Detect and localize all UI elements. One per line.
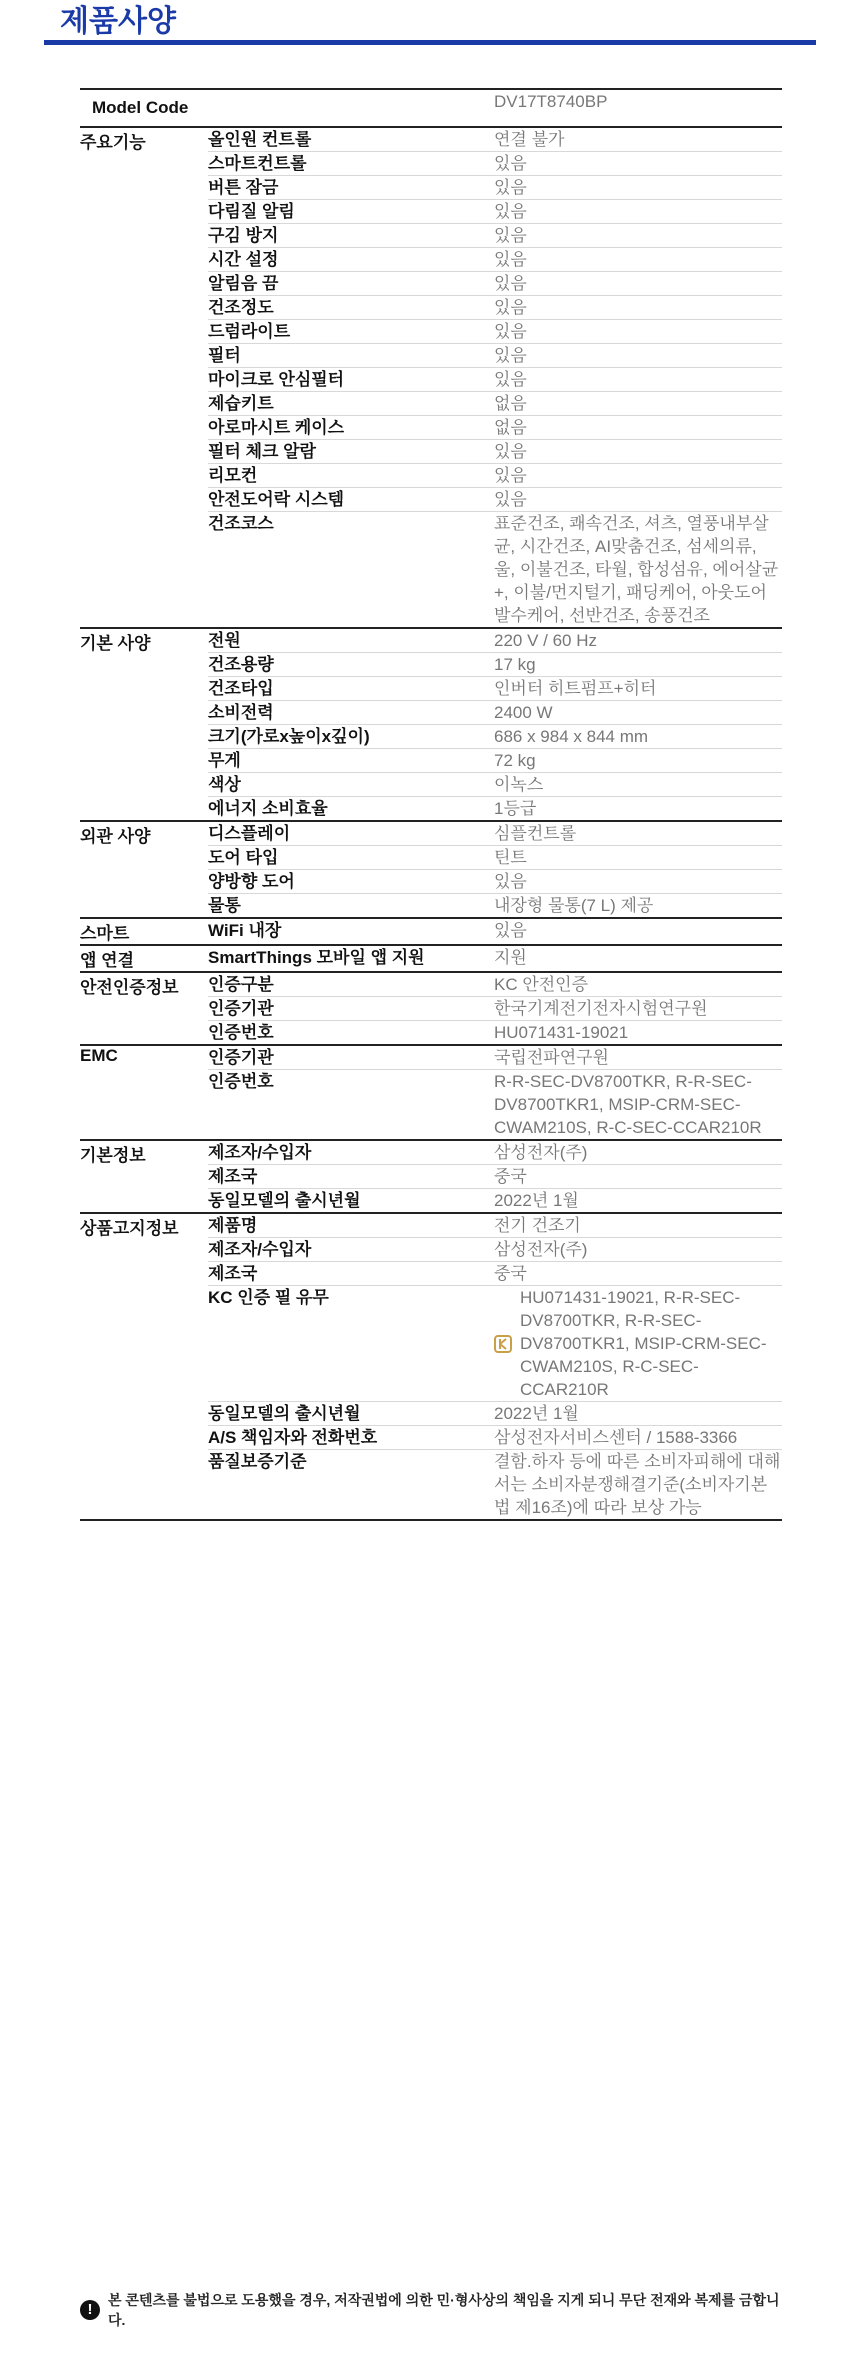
group-name: 앱 연결 [80, 945, 208, 972]
spec-label: 제조국 [208, 1165, 494, 1189]
spec-label: 건조타입 [208, 677, 494, 701]
spec-row [80, 821, 782, 846]
page-title: 제품사양 [60, 5, 176, 38]
spec-value: 인버터 히트펌프+히터 [494, 677, 782, 701]
spec-label: 건조코스 [208, 514, 274, 533]
spec-label: 양방향 도어 [208, 870, 494, 894]
spec-value: 심플컨트롤 [494, 821, 782, 846]
spec-label: 품질보증기준 [208, 1450, 494, 1521]
spec-value: 2400 W [494, 701, 782, 725]
spec-label: 건조용량 [208, 653, 494, 677]
spec-label: 올인원 컨트롤 [208, 127, 494, 152]
spec-value: 이녹스 [494, 773, 782, 797]
spec-value: HU071431-19021, R-R-SEC-DV8700TKR, R-R-SEC-DV8700TKR1, MSIP-CRM-SEC-CWAM210S, R-C-SEC-CCAR210R [520, 1288, 767, 1399]
spec-value: 전기 건조기 [494, 1213, 782, 1238]
spec-label: 물통 [208, 896, 241, 915]
spec-label: 알림음 끔 [208, 272, 494, 296]
spec-value: 한국기계전기전자시험연구원 [494, 997, 782, 1021]
spec-label: 인증구분 [208, 972, 494, 997]
spec-value: 72 kg [494, 749, 782, 773]
kc-mark-icon [494, 1335, 512, 1353]
spec-value: 틴트 [494, 846, 782, 870]
spec-label: 제습키트 [208, 392, 494, 416]
spec-label: 시간 설정 [208, 248, 494, 272]
kc-cert-wrap [494, 1286, 782, 1401]
spec-value: 있음 [494, 152, 782, 176]
spec-value: 지원 [494, 945, 782, 972]
spec-label: 에너지 소비효율 [208, 799, 328, 818]
spec-value: 있음 [494, 440, 782, 464]
spec-value: 있음 [494, 464, 782, 488]
spec-value: 있음 [494, 368, 782, 392]
spec-label: 인증기관 [208, 1045, 494, 1070]
spec-value: 17 kg [494, 653, 782, 677]
spec-label: 소비전력 [208, 701, 494, 725]
spec-value: KC 안전인증 [494, 972, 782, 997]
spec-label: 아로마시트 케이스 [208, 416, 494, 440]
spec-label: 스마트컨트롤 [208, 152, 494, 176]
spec-label: 제품명 [208, 1213, 494, 1238]
spec-value: 국립전파연구원 [494, 1045, 782, 1070]
spec-value: 있음 [494, 296, 782, 320]
spec-value: 있음 [494, 272, 782, 296]
spec-label: 구김 방지 [208, 224, 494, 248]
spec-table-body [80, 89, 782, 1520]
model-row [80, 89, 782, 127]
spec-label: 인증번호 [208, 1072, 274, 1091]
spec-value: 있음 [494, 320, 782, 344]
spec-value: 없음 [494, 392, 782, 416]
spec-label: 안전도어락 시스템 [208, 488, 494, 512]
spec-label: WiFi 내장 [208, 918, 494, 945]
spec-label: 리모컨 [208, 464, 494, 488]
spec-label: 디스플레이 [208, 821, 494, 846]
spec-label: 제조국 [208, 1262, 494, 1286]
spec-value: 있음 [494, 176, 782, 200]
spec-label: 무게 [208, 749, 494, 773]
exclamation-icon: ! [80, 2300, 100, 2320]
spec-value: 있음 [494, 248, 782, 272]
spec-value: 있음 [494, 200, 782, 224]
group-name: 외관 사양 [80, 821, 208, 918]
group-name: 스마트 [80, 918, 208, 945]
spec-row [80, 918, 782, 945]
spec-value: 220 V / 60 Hz [494, 628, 782, 653]
spec-label: 제조자/수입자 [208, 1140, 494, 1165]
spec-row [80, 972, 782, 997]
spec-row [80, 1140, 782, 1165]
spec-label: 다림질 알림 [208, 200, 494, 224]
group-name: EMC [80, 1045, 208, 1140]
spec-value: 내장형 물통(7 L) 제공 [494, 896, 654, 915]
spec-value: 2022년 1월 [494, 1402, 782, 1426]
spec-value: 없음 [494, 416, 782, 440]
spec-value: 686 x 984 x 844 mm [494, 725, 782, 749]
group-name: 상품고지정보 [80, 1213, 208, 1520]
spec-value: 중국 [494, 1165, 782, 1189]
spec-label: A/S 책임자와 전화번호 [208, 1426, 494, 1450]
spec-label: 크기(가로x높이x깊이) [208, 725, 494, 749]
spec-label: 도어 타입 [208, 846, 494, 870]
spec-value: 연결 불가 [494, 127, 782, 152]
spec-value: 삼성전자서비스센터 / 1588-3366 [494, 1426, 782, 1450]
spec-label: KC 인증 필 유무 [208, 1286, 494, 1402]
spec-value: 삼성전자(주) [494, 1140, 782, 1165]
spec-value: 있음 [494, 344, 782, 368]
spec-value: 중국 [494, 1262, 782, 1286]
spec-table [80, 88, 782, 1521]
copyright-text: 본 콘텐츠를 불법으로 도용했을 경우, 저작권법에 의한 민·형사상의 책임을 지게 되니 무단 전재와 복제를 금합니다. [108, 2292, 780, 2328]
kc-cert-cell [494, 1286, 782, 1402]
spec-label: 제조자/수입자 [208, 1238, 494, 1262]
spec-label: SmartThings 모바일 앱 지원 [208, 945, 494, 972]
spec-label: 버튼 잠금 [208, 176, 494, 200]
spec-value: 표준건조, 쾌속건조, 셔츠, 열풍내부살균, 시간건조, AI맞춤건조, 섬세의류, 울, 이불건조, 타월, 합성섬유, 에어살균+, 이불/먼지털기, 패딩케어, 아웃도어발수케어, 선반건조, 송풍건조 [494, 514, 779, 625]
model-code-label: Model Code [80, 89, 494, 127]
spec-value: 있음 [494, 870, 782, 894]
spec-label: 필터 체크 알람 [208, 440, 494, 464]
spec-label: 색상 [208, 773, 494, 797]
spec-label: 전원 [208, 628, 494, 653]
spec-value: 결함.하자 등에 따른 소비자피해에 대해서는 소비자분쟁해결기준(소비자기본법 제16조)에 따라 보상 가능 [494, 1450, 782, 1521]
spec-label: 인증번호 [208, 1023, 274, 1042]
copyright-notice [80, 2290, 782, 2330]
spec-row [80, 628, 782, 653]
spec-value: 있음 [494, 488, 782, 512]
spec-row [80, 1045, 782, 1070]
group-name: 기본정보 [80, 1140, 208, 1213]
model-code-value: DV17T8740BP [494, 89, 782, 127]
spec-row [80, 1213, 782, 1238]
group-name: 안전인증정보 [80, 972, 208, 1045]
spec-row [80, 127, 782, 152]
spec-value: 1등급 [494, 799, 537, 818]
spec-value: 있음 [494, 918, 782, 945]
spec-label: 건조정도 [208, 296, 494, 320]
spec-label: 필터 [208, 344, 494, 368]
spec-label: 동일모델의 출시년월 [208, 1402, 494, 1426]
group-name: 기본 사양 [80, 628, 208, 821]
spec-row [80, 945, 782, 972]
spec-value: 있음 [494, 224, 782, 248]
spec-value: HU071431-19021 [494, 1023, 629, 1042]
spec-value: 2022년 1월 [494, 1191, 579, 1210]
spec-label: 동일모델의 출시년월 [208, 1191, 361, 1210]
spec-label: 마이크로 안심필터 [208, 368, 494, 392]
spec-label: 인증기관 [208, 997, 494, 1021]
group-name: 주요기능 [80, 127, 208, 628]
spec-value: 삼성전자(주) [494, 1238, 782, 1262]
spec-value: R-R-SEC-DV8700TKR, R-R-SEC-DV8700TKR1, MSIP-CRM-SEC-CWAM210S, R-C-SEC-CCAR210R [494, 1072, 762, 1137]
title-underline [44, 40, 816, 45]
spec-label: 드럼라이트 [208, 320, 494, 344]
